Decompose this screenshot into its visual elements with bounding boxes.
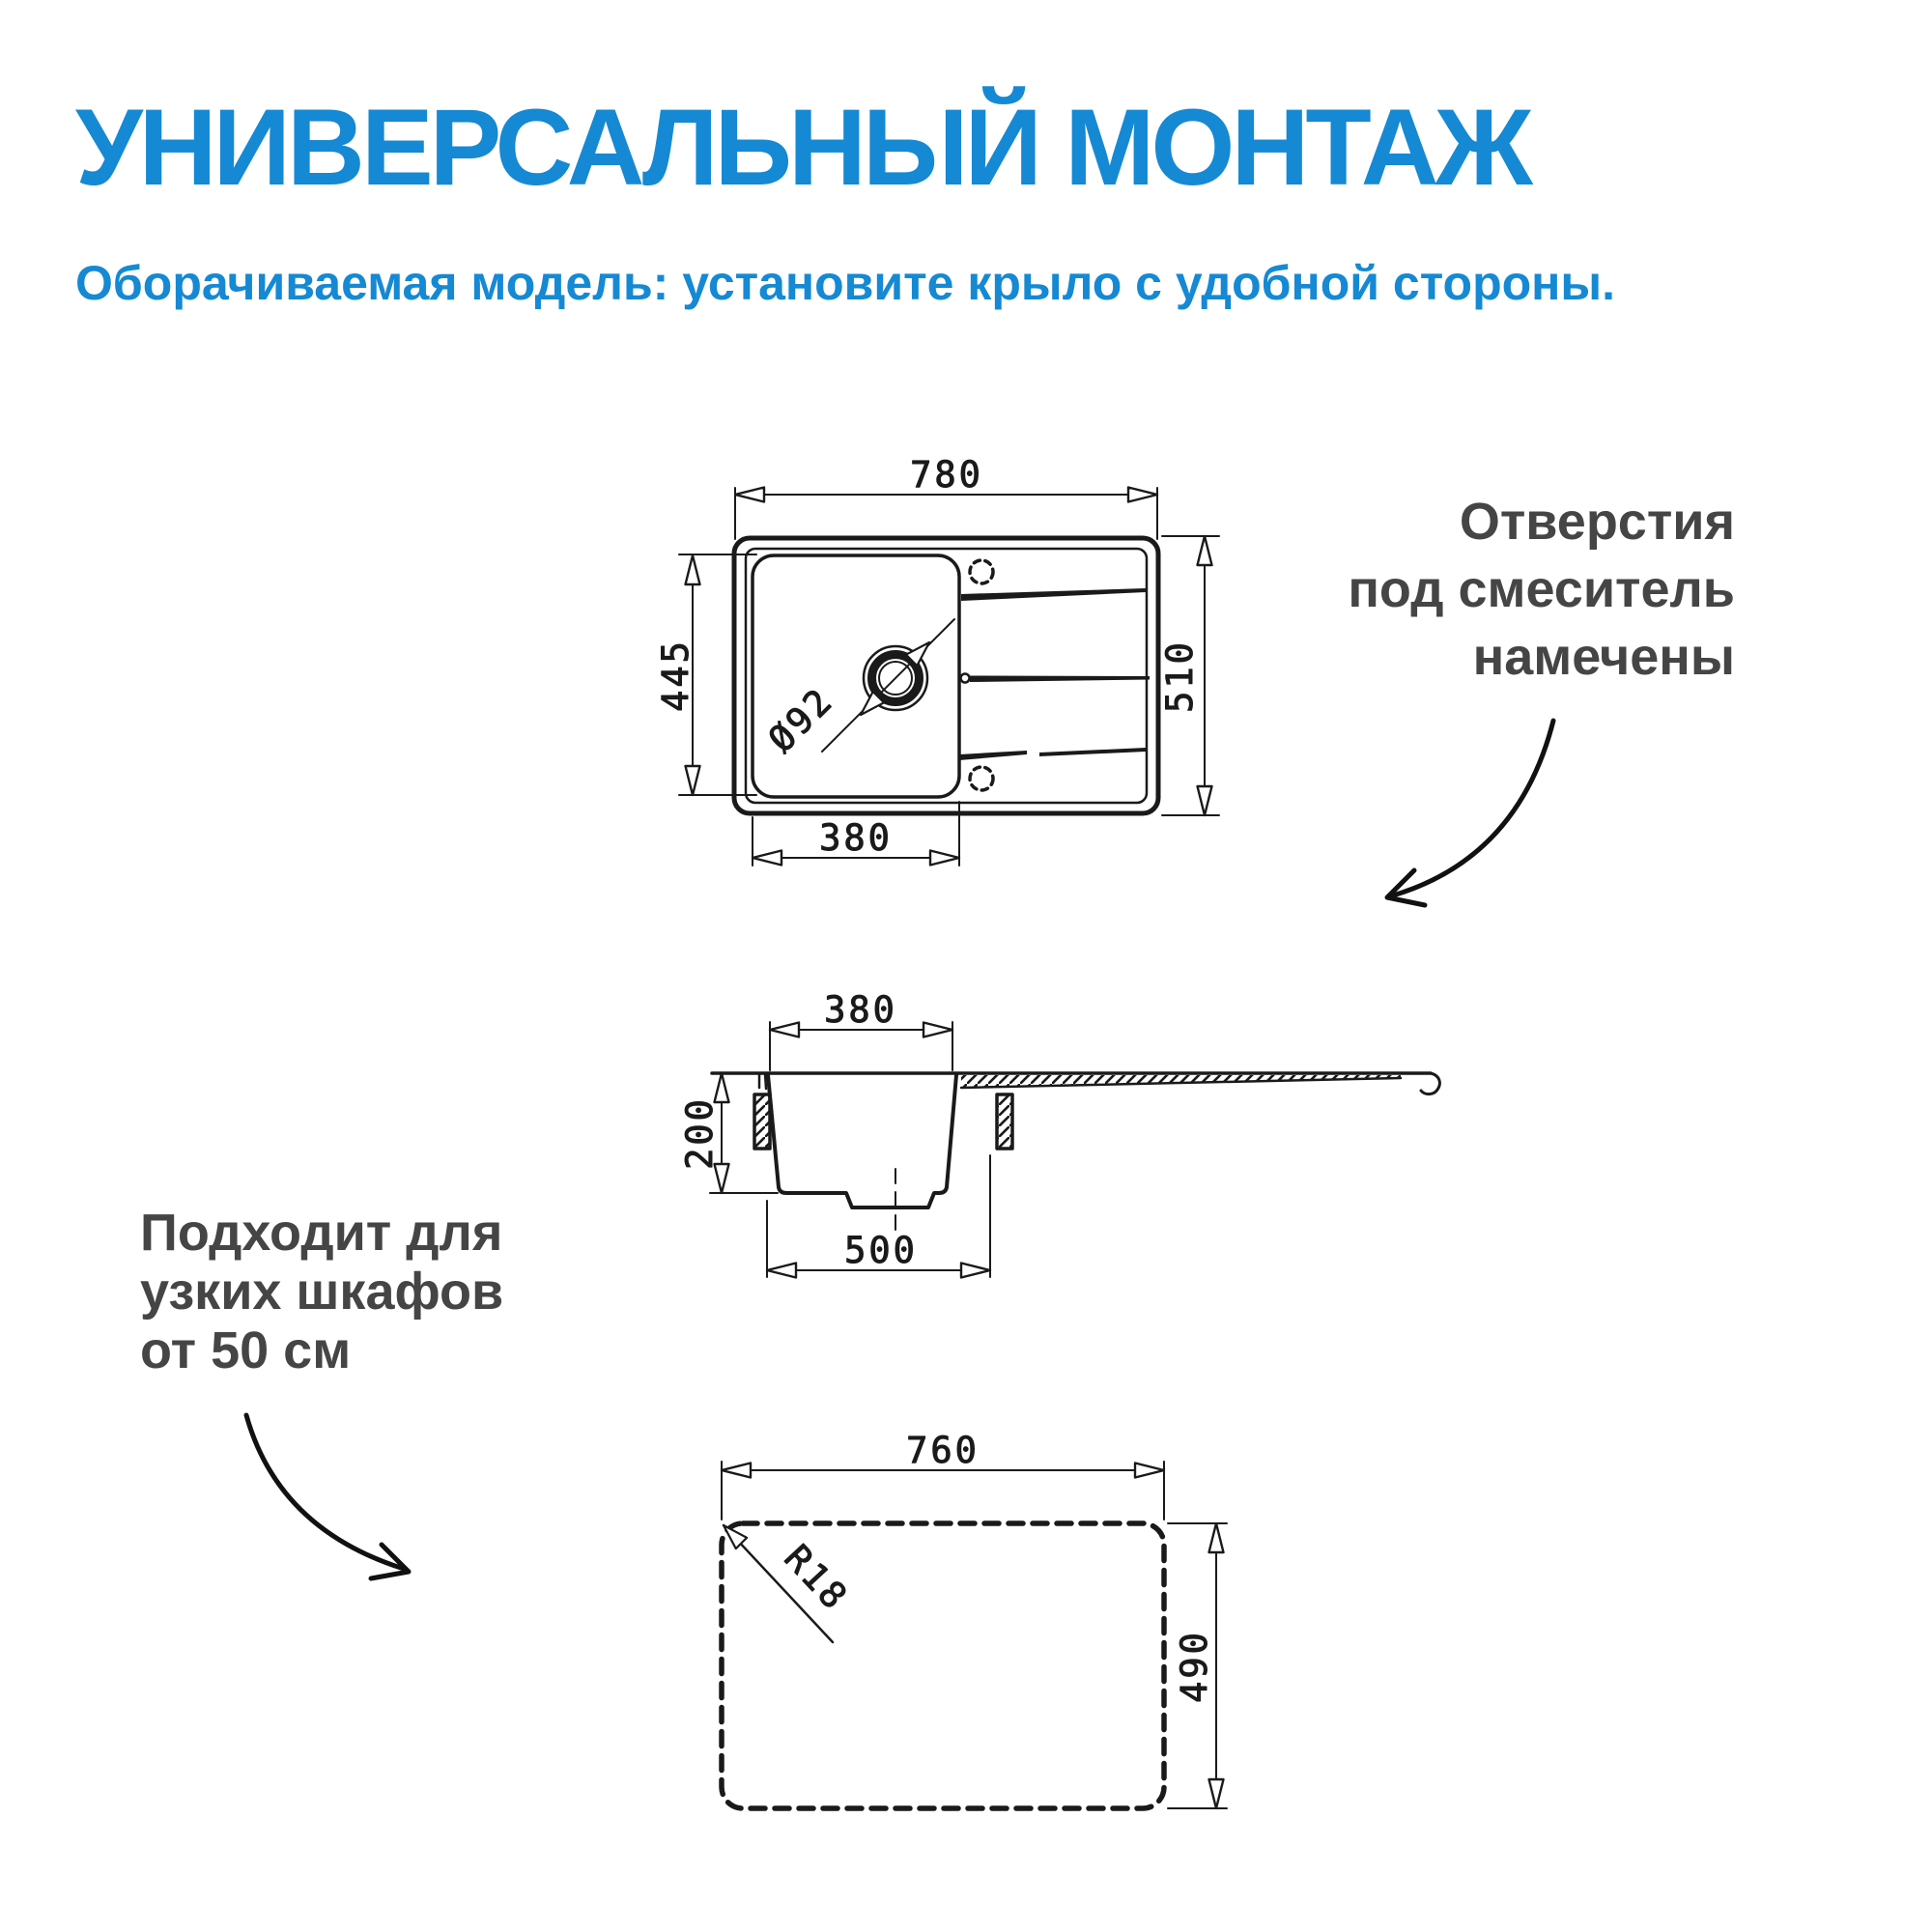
dim-380-side-label: 380 [824,989,897,1031]
annotation-cabinet-line3: от 50 см [140,1321,352,1379]
side-bowl-profile [768,1075,956,1208]
dim-drain-label: Ø92 [760,679,842,761]
sink-rim-outline [746,549,1147,803]
dim-500-label: 500 [844,1230,918,1271]
dim-780-label: 780 [910,454,983,496]
side-right-edge-hook [1421,1073,1439,1094]
annotation-cabinet-line1: Подходит для [140,1204,503,1262]
subtitle-line-2: установите крыло с удобной стороны. [682,256,1615,310]
annotation-tap-holes-line3: намечены [1472,628,1735,686]
side-view-drawing [679,989,1439,1277]
cutout-view-drawing [722,1430,1227,1808]
annotation-tap-holes-line1: Отверстия [1459,493,1735,551]
tap-hole-marking-bottom [970,767,993,790]
subtitle-line-1: Оборачиваемая модель: [75,256,669,310]
sink-outer-outline [734,538,1158,813]
dim-510-label: 510 [1159,639,1201,713]
page-title: УНИВЕРСАЛЬНЫЙ МОНТАЖ [75,87,1529,208]
left-curved-arrow [246,1415,409,1578]
dim-corner-radius-label: R18 [776,1537,857,1619]
right-curved-arrow [1387,721,1553,905]
dim-445-label: 445 [655,639,696,712]
groove-end-circle [961,674,970,683]
tap-hole-marking-top [970,560,993,583]
dim-760-label: 760 [906,1430,980,1471]
mounting-clip-right [997,1094,1012,1149]
drainboard-grooves [959,588,1150,760]
dim-200-label: 200 [679,1096,721,1170]
mounting-clip-left [754,1094,770,1149]
annotation-cabinet-line2: узких шкафов [140,1263,504,1321]
dim-380-top-view-label: 380 [819,817,893,859]
annotation-tap-holes-line2: под смеситель [1348,560,1735,618]
dim-drain-diameter [822,619,954,752]
dim-490-label: 490 [1174,1630,1215,1703]
top-view-drawing [655,454,1219,866]
